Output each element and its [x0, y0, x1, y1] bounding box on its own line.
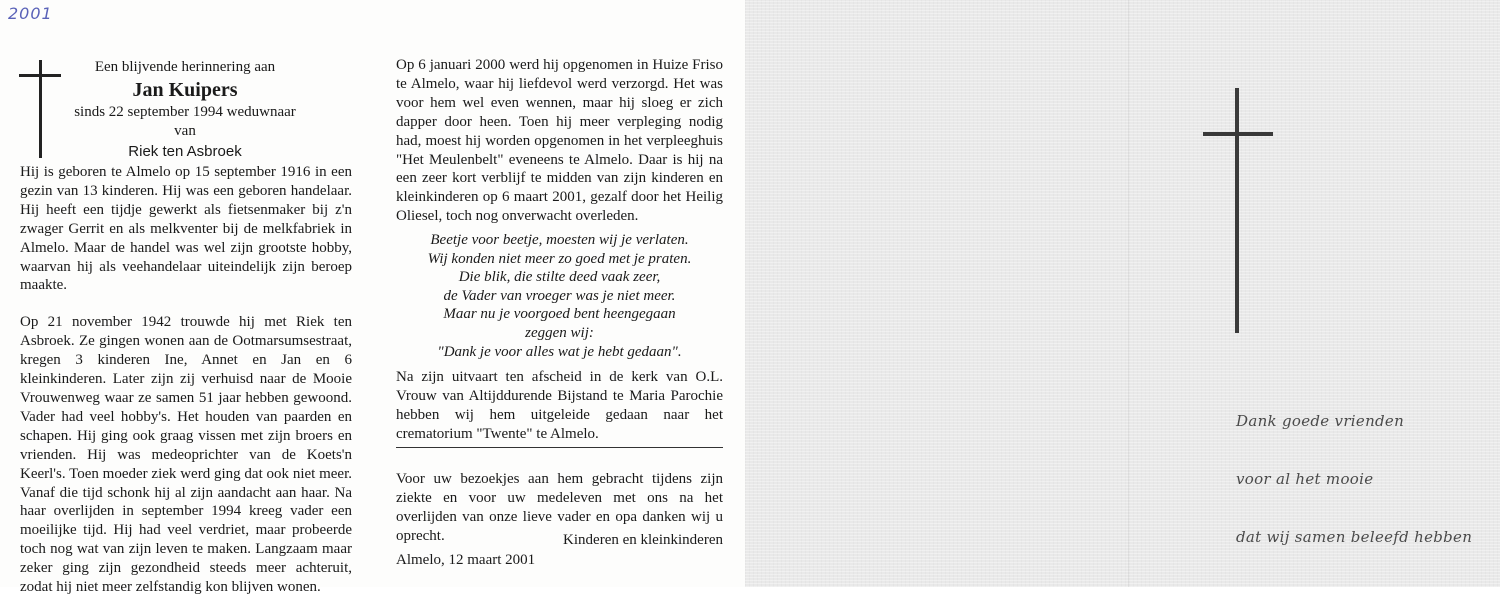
poem [396, 231, 723, 361]
poem-line: zeggen wij: [525, 324, 594, 341]
back-card-line-1: Dank goede vrienden [1236, 412, 1405, 430]
poem-line: de Vader van vroeger was je niet meer. [443, 287, 676, 304]
poem-line: "Dank je voor alles wat je hebt gedaan". [437, 343, 682, 360]
header-since: sinds 22 september 1994 weduwnaar van [74, 104, 296, 139]
poem-line: Wij konden niet meer zo goed met je praten. [427, 250, 692, 267]
funeral-paragraph: Na zijn uitvaart ten afscheid in de kerk van O.L. Vrouw van Altijddurende Bijstand te Maria Parochie hebben wij hem uitgeleide gedaan naar het crematorium "Twente" te Almelo. [396, 369, 723, 442]
thanks-paragraph: Voor uw bezoekjes aan hem gebracht tijdens zijn ziekte en voor uw medeleven met ons na het overlijden van onze lieve vader en opa danken wij u oprecht. [396, 471, 723, 544]
deceased-name: Jan Kuipers [132, 79, 238, 101]
header [70, 57, 300, 163]
poem-line: Die blik, die stilte deed vaak zeer, [458, 269, 661, 286]
place-date: Almelo, 12 maart 2001 [396, 552, 536, 568]
right-column [396, 56, 723, 226]
biography-paragraph-1: Hij is geboren te Almelo op 15 september 1916 in een gezin van 13 kinderen. Hij was een geboren handelaar. Hij heeft een tijdje gewerkt als fietsenmaker bij z'n zwager Gerrit en als melkventer bij de melkfabriek in Almelo. Maar de handel was wel zijn grootste hobby, waarvan hij als veehandelaar uiteindelijk zijn beroep maakte. [20, 164, 352, 294]
back-card-line-2: voor al het mooie [1236, 470, 1374, 488]
poem-line: Beetje voor beetje, moesten wij je verlaten. [430, 232, 689, 248]
biography-paragraph-2: Op 21 november 1942 trouwde hij met Riek ten Asbroek. Ze gingen wonen aan de Ootmarsumsestraat, kregen 3 kinderen Ine, Annet en Jan en 6 kleinkinderen. Later zijn zij verhuisd naar de Mooie Vrouwenweg waar ze samen 51 jaar hebben gewoond. Vader had veel hobby's. Het houden van paarden en schapen. Hij ging ook graag vissen met zijn broers en vrienden. Hij was medeoprichter van de Koets'n Keerl's. Toen moeder ziek werd ging dat ook niet meer. Vanaf die tijd schonk hij al zijn aandacht aan haar. Na haar overlijden in september 1994 kreeg vader een moeilijke tijd. Hij had veel verdriet, maar probeerde toch nog wat van zijn leven te maken. Langzaam maar zeker ging zijn gezondheid steeds meer achteruit, zodat hij niet meer zelfstandig kon blijven wonen. [20, 314, 352, 596]
biography-paragraph-3: Op 6 januari 2000 werd hij opgenomen in Huize Friso te Almelo, waar hij liefdevol werd verzorgd. Het was voor hem wel even wennen, maar hij sloeg er zich dapper door heen. Toen hij meer verpleging nodig had, moest hij worden opgenomen in het verpleeghuis "Het Meulenbelt" eveneens te Almelo. Daar is hij na een zeer kort verblijf te midden van zijn kinderen en kleinkinderen op 6 maart 2001, gezalf door het Heilig Oliesel, toch nog onverwacht overleden. [396, 57, 723, 225]
back-card-line-3: dat wij samen beleefd hebben [1236, 528, 1473, 546]
signoff: Kinderen en kleinkinderen [563, 532, 723, 548]
card-back [745, 0, 1500, 587]
card-fold [1128, 0, 1129, 587]
left-column [20, 163, 352, 597]
spouse-name: Riek ten Asbroek [128, 143, 242, 160]
handwritten-year-annotation: 2001 [8, 4, 53, 23]
header-intro: Een blijvende herinnering aan [94, 59, 276, 75]
poem-line: Maar nu je voorgoed bent heengegaan [443, 306, 676, 323]
divider [396, 447, 723, 448]
